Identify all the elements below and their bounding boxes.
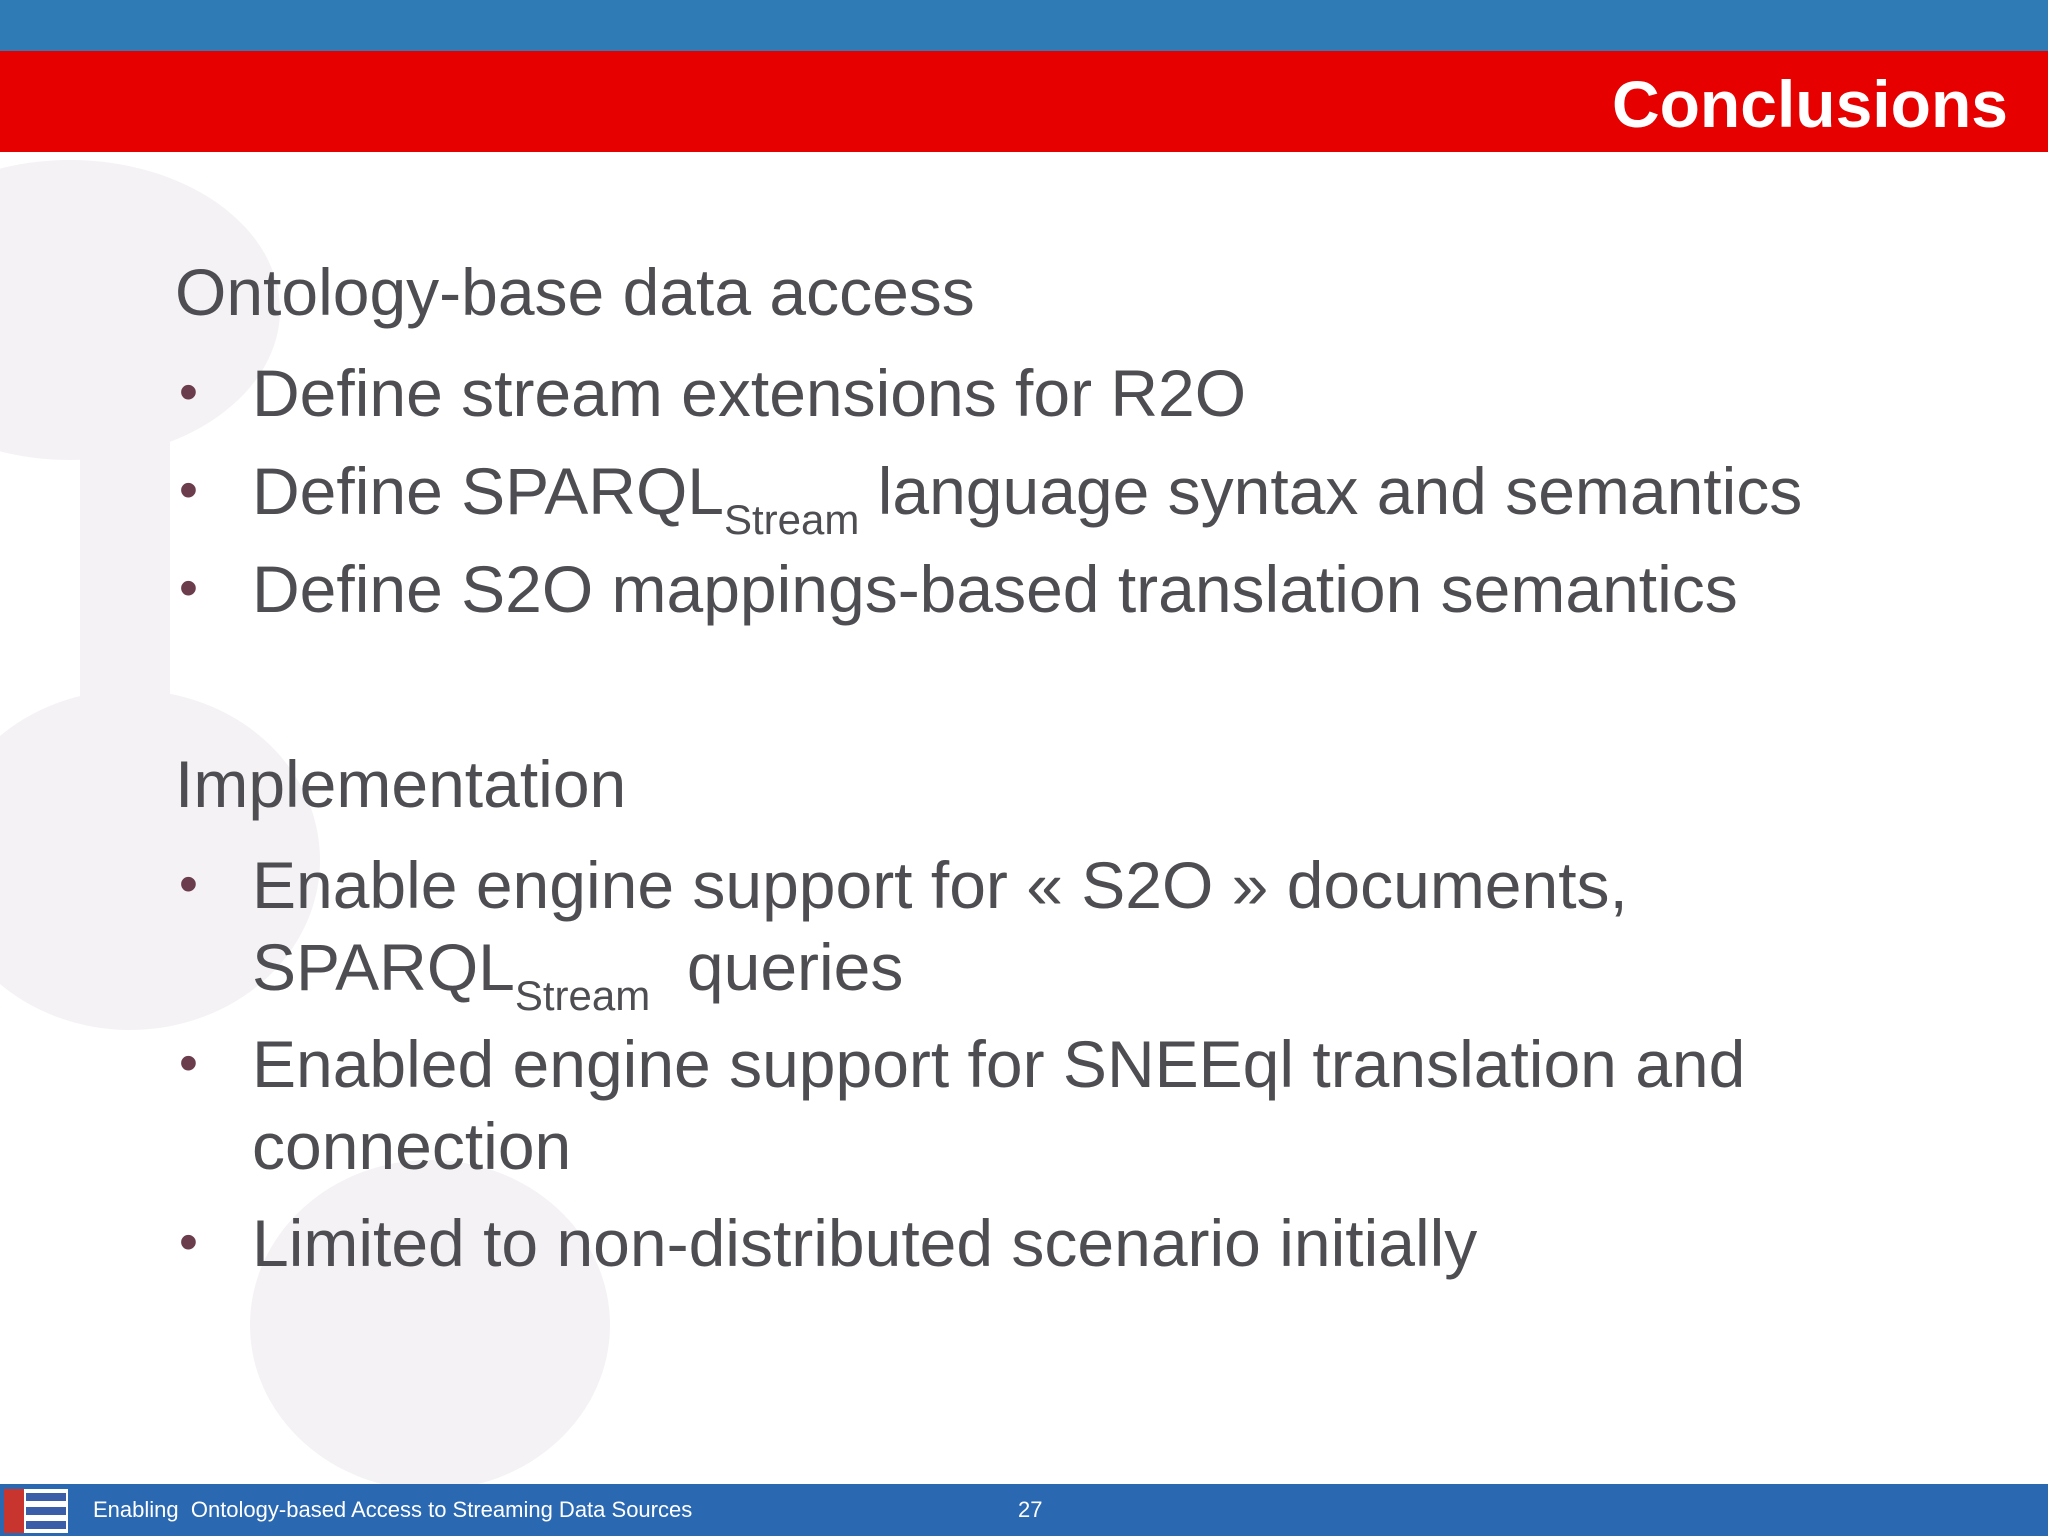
section-heading-implementation: Implementation [175,747,627,821]
top-header-band [0,0,2048,51]
bullet-text-continued: connection [252,1109,572,1183]
bullet-icon: • [179,558,198,618]
section-heading-ontology: Ontology-base data access [175,255,975,329]
bullet-icon: • [179,1033,198,1093]
bullet-text: Enabled engine support for SNEEql translation and [252,1027,1746,1101]
subscript-stream: Stream [724,496,860,543]
subscript-stream: Stream [514,972,651,1019]
bullet-text-rest: language syntax and semantics [859,454,1803,528]
bullet-icon: • [179,460,198,520]
bullet-icon: • [179,362,198,422]
bullet-text-main: Define SPARQL [252,454,724,528]
logo-icon [4,1489,68,1533]
bullet-text: Define S2O mappings-based translation semantics [252,552,1738,626]
bullet-text-continued [252,926,904,1019]
bullet-text-rest: queries [650,930,904,1004]
bullet-text: Limited to non-distributed scenario initially [252,1206,1478,1280]
slide-title: Conclusions [1611,67,2008,141]
footer-title: Enabling Ontology-based Access to Streaming Data Sources [93,1497,693,1522]
bullet-icon: • [179,854,198,914]
bullet-text: Define stream extensions for R2O [252,356,1247,430]
bullet-text: Enable engine support for « S2O » documents, [252,848,1628,922]
bullet-text-main: SPARQL [252,930,515,1004]
bullet-text [252,450,1803,543]
page-number: 27 [1018,1497,1043,1522]
bullet-icon: • [179,1212,198,1272]
